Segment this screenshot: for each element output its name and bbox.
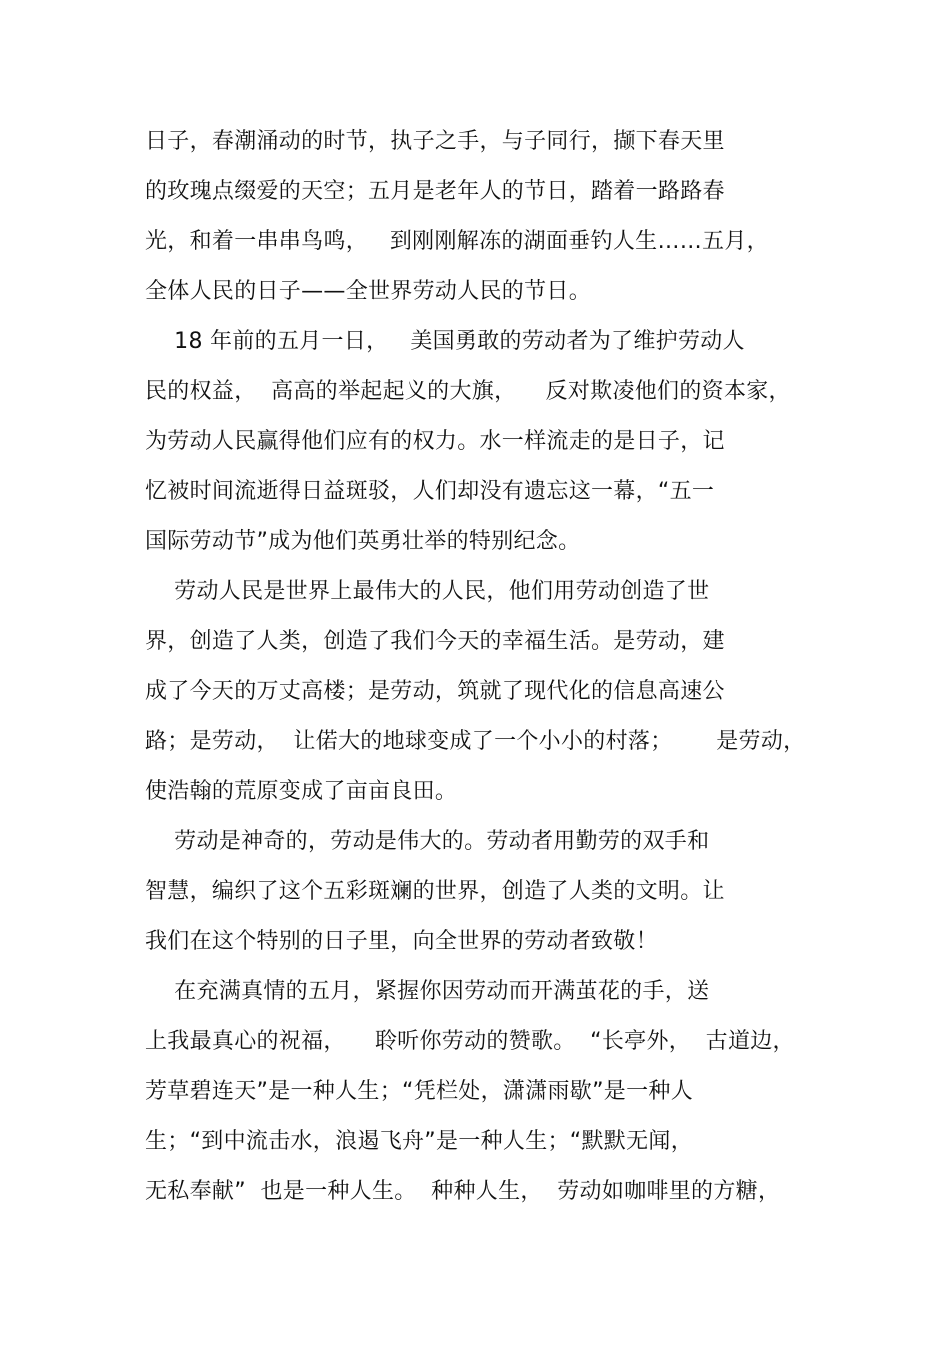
text-line: 路；是劳动， 让偌大的地球变成了一个小小的村落； 是劳动， <box>145 729 806 754</box>
text-line: 忆被时间流逝得日益斑驳，人们却没有遗忘这一幕，“五一 <box>145 479 715 504</box>
text-line: 日子，春潮涌动的时节，执子之手，与子同行，撷下春天里 <box>145 129 725 154</box>
text-line: 成了今天的万丈高楼；是劳动，筑就了现代化的信息高速公 <box>145 679 725 704</box>
text-line: 为劳动人民赢得他们应有的权力。水一样流走的是日子，记 <box>145 429 725 454</box>
text-line: 使浩翰的荒原变成了亩亩良田。 <box>145 779 458 804</box>
text-line: 智慧，编织了这个五彩斑斓的世界，创造了人类的文明。让 <box>145 879 725 904</box>
text-line: 芳草碧连天”是一种人生；“凭栏处，潇潇雨歇”是一种人 <box>145 1079 693 1104</box>
text-line: 全体人民的日子——全世界劳动人民的节日。 <box>145 279 592 304</box>
text-line: 国际劳动节”成为他们英勇壮举的特别纪念。 <box>145 529 581 554</box>
text-line: 我们在这个特别的日子里，向全世界的劳动者致敬！ <box>145 929 658 954</box>
text-line: 18 年前的五月一日， 美国勇敢的劳动者为了维护劳动人 <box>145 329 745 354</box>
text-line: 无私奉献” 也是一种人生。 种种人生， 劳动如咖啡里的方糖， <box>145 1179 781 1204</box>
text-line: 劳动是神奇的，劳动是伟大的。劳动者用勤劳的双手和 <box>145 829 710 854</box>
text-line: 界，创造了人类，创造了我们今天的幸福生活。是劳动，建 <box>145 629 725 654</box>
text-line: 的玫瑰点缀爱的天空；五月是老年人的节日，踏着一路路春 <box>145 179 725 204</box>
text-line: 在充满真情的五月，紧握你因劳动而开满茧花的手，送 <box>145 979 710 1004</box>
text-line: 劳动人民是世界上最伟大的人民，他们用劳动创造了世 <box>145 579 710 604</box>
text-line: 光，和着一串串鸟鸣， 到刚刚解冻的湖面垂钓人生……五月， <box>145 229 769 254</box>
text-line: 上我最真心的祝福， 聆听你劳动的赞歌。 “长亭外， 古道边， <box>145 1029 795 1054</box>
text-line: 民的权益， 高高的举起起义的大旗， 反对欺凌他们的资本家， <box>145 379 791 404</box>
text-line: 生；“到中流击水，浪遏飞舟”是一种人生；“默默无闻， <box>145 1129 693 1154</box>
